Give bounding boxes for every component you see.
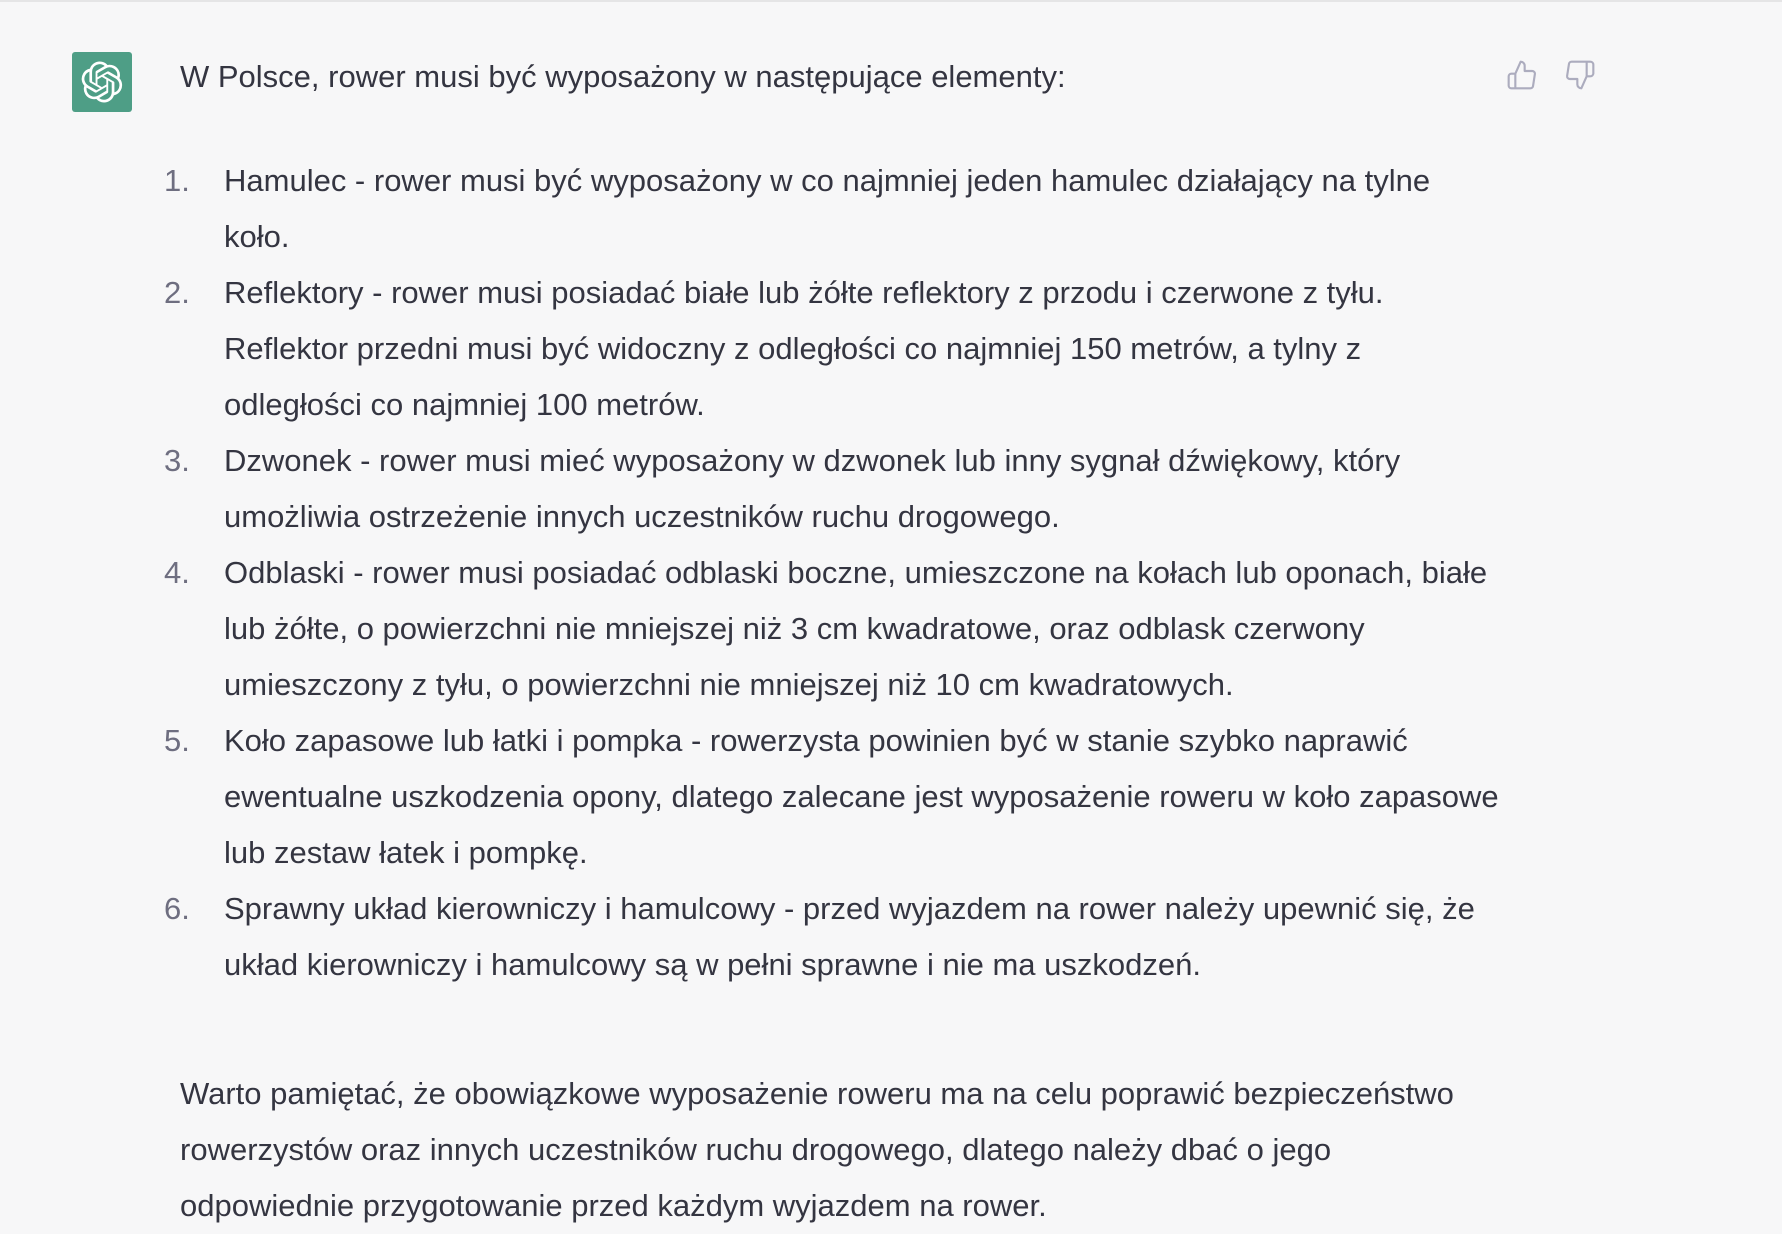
- list-item: [164, 153, 1504, 265]
- list-item: [164, 545, 1504, 713]
- list-item-number: 6.: [164, 891, 190, 926]
- list-item-text: Odblaski - rower musi posiadać odblaski boczne, umieszczone na kołach lub oponach, białe lub żółte, o powierzchni nie mniejszej niż 3 cm kwadratowe, oraz odblask czerwony umieszczony z tyłu, o powierzchni nie mniejszej niż 10 cm kwadratowych.: [224, 555, 1488, 702]
- list-item: [164, 265, 1504, 433]
- assistant-avatar: [72, 52, 132, 112]
- list-item-number: 3.: [164, 443, 190, 478]
- list-item-text: Dzwonek - rower musi mieć wyposażony w dzwonek lub inny sygnał dźwiękowy, który umożliwia ostrzeżenie innych uczestników ruchu drogowego.: [224, 443, 1401, 534]
- list-item-number: 5.: [164, 723, 190, 758]
- list-item-text: Sprawny układ kierowniczy i hamulcowy - przed wyjazdem na rower należy upewnić się, że układ kierowniczy i hamulcowy są w pełni sprawne i nie ma uszkodzeń.: [224, 891, 1475, 982]
- assistant-message: [0, 2, 1782, 1226]
- list-item-text: Koło zapasowe lub łatki i pompka - rowerzysta powinien być w stanie szybko naprawić ewentualne uszkodzenia opony, dlatego zalecane jest wyposażenie roweru w koło zapasowe lub zestaw łatek i pompkę.: [224, 723, 1499, 870]
- list-item: [164, 713, 1504, 881]
- openai-logo-icon: [81, 61, 123, 103]
- list-item-number: 1.: [164, 163, 190, 198]
- message-content: [164, 58, 1500, 1223]
- list-item: [164, 433, 1504, 545]
- thumbs-up-button[interactable]: [1506, 60, 1538, 94]
- message-intro: W Polsce, rower musi być wyposażony w następujące elementy:: [180, 59, 1066, 94]
- requirements-list: [164, 153, 1504, 993]
- list-item: [164, 881, 1504, 993]
- list-item-text: Hamulec - rower musi być wyposażony w co najmniej jeden hamulec działający na tylne koło.: [224, 163, 1431, 254]
- message-outro: Warto pamiętać, że obowiązkowe wyposażenie roweru ma na celu poprawić bezpieczeństwo rowerzystów oraz innych uczestników ruchu drogowego, dlatego należy dbać o jego odpowiednie przygotowanie przed każdym wyjazdem na rower.: [180, 1076, 1454, 1223]
- list-item-text: Reflektory - rower musi posiadać białe lub żółte reflektory z przodu i czerwone z tyłu. Reflektor przedni musi być widoczny z odległości co najmniej 150 metrów, a tylny z odległości co najmniej 100 metrów.: [224, 275, 1384, 422]
- list-item-number: 2.: [164, 275, 190, 310]
- thumbs-up-icon: [1506, 59, 1538, 96]
- thumbs-down-button[interactable]: [1564, 60, 1596, 94]
- feedback-buttons: [1506, 60, 1596, 94]
- list-item-number: 4.: [164, 555, 190, 590]
- thumbs-down-icon: [1564, 59, 1596, 96]
